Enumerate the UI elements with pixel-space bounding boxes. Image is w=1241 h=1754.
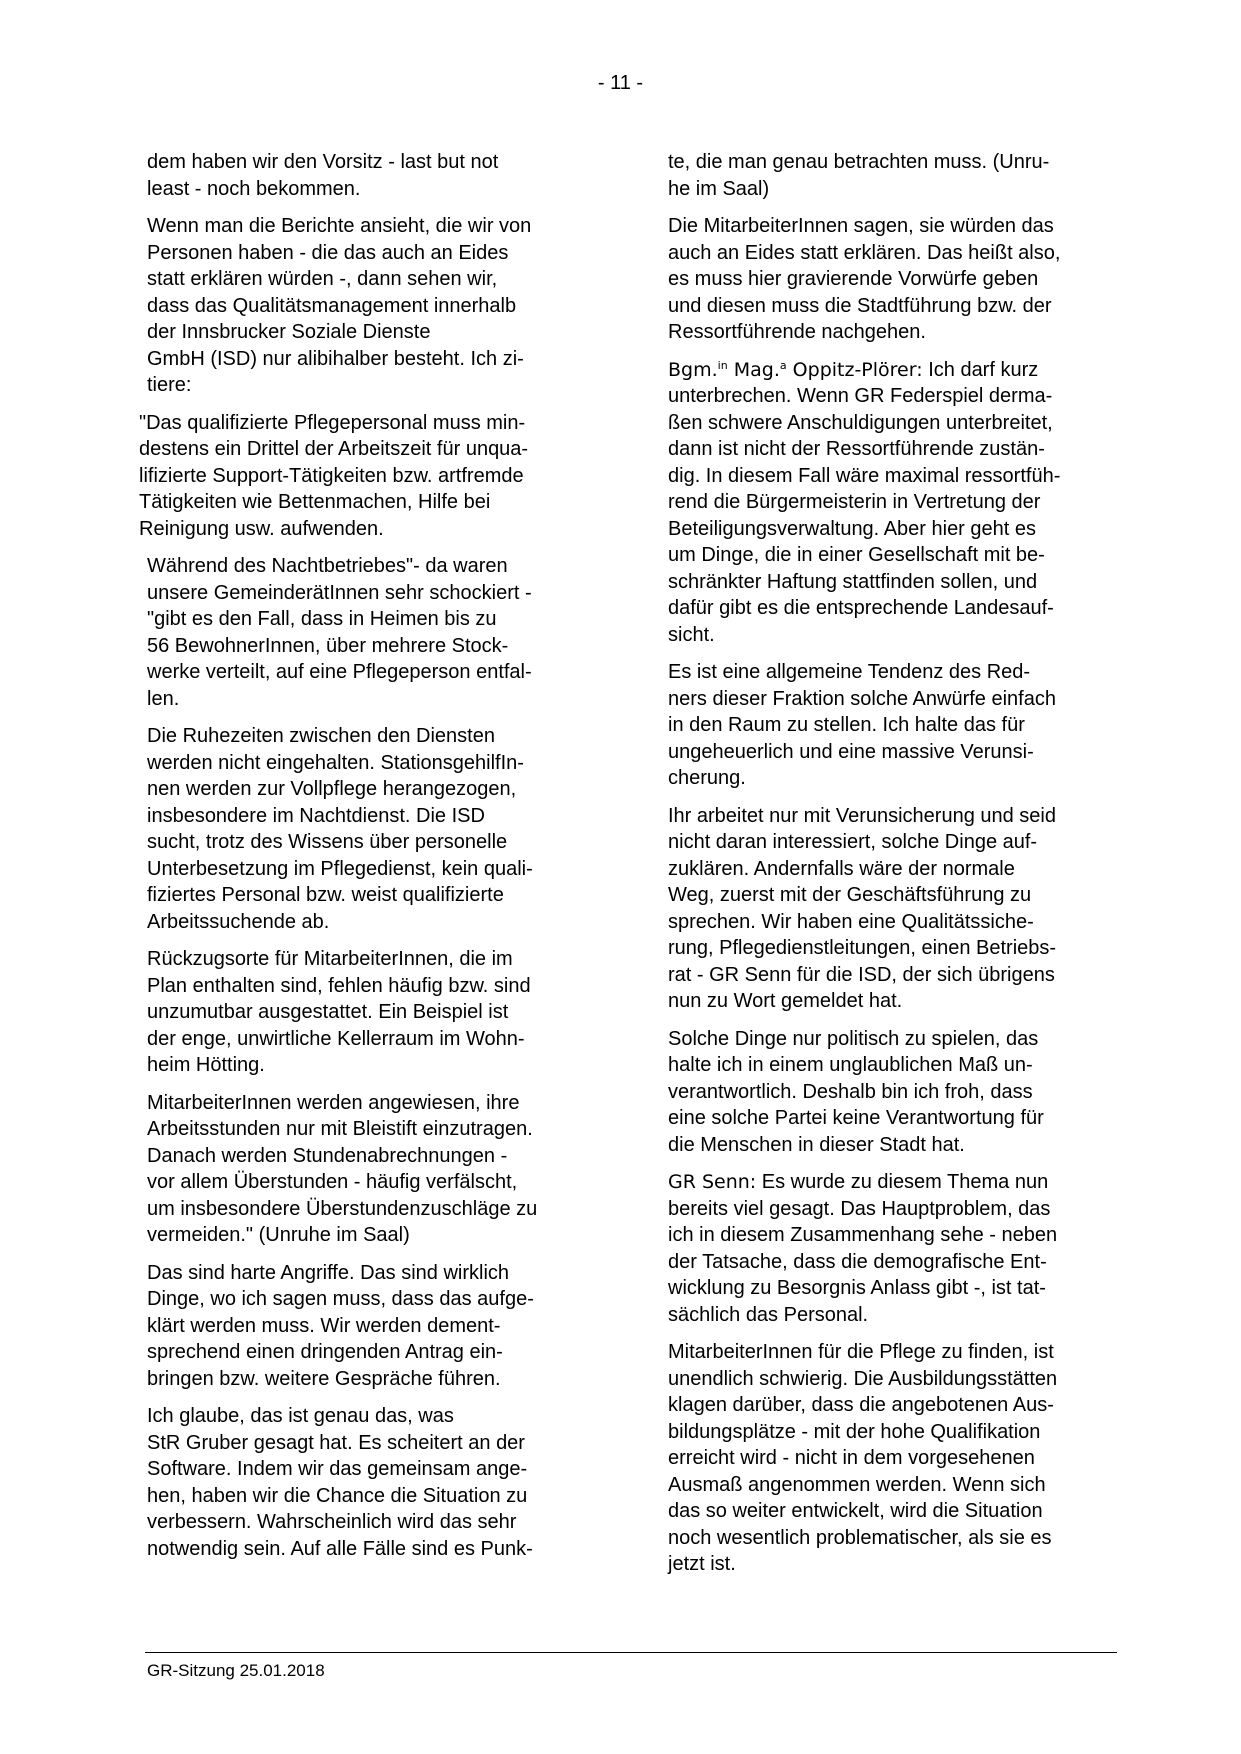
text-line: Es ist eine allgemeine Tendenz des Red- [668, 661, 1031, 683]
text-line: te, die man genau betrachten muss. (Unru- [668, 151, 1050, 173]
text-line: sucht, trotz des Wissens über personelle [147, 831, 508, 853]
text-line: Die Ruhezeiten zwischen den Diensten [147, 725, 495, 747]
speaker-paragraph-mayor [668, 357, 1118, 649]
paragraph [147, 1403, 597, 1562]
text-line: dig. In diesem Fall wäre maximal ressortfüh- [668, 464, 1061, 487]
text-line: zuklären. Andernfalls wäre der normale [668, 857, 1015, 880]
paragraph [668, 659, 1118, 792]
right-column [668, 149, 1118, 1589]
text-line: sprechend einen dringenden Antrag ein- [147, 1341, 503, 1363]
text-line: schränkter Haftung stattfinden sollen, und [668, 570, 1038, 593]
text-line: Ausmaß angenommen werden. Wenn sich [668, 1473, 1046, 1496]
text-line: vermeiden." (Unruhe im Saal) [147, 1224, 410, 1246]
paragraph [147, 946, 597, 1079]
paragraph [147, 1260, 597, 1393]
text-line: halte ich in einem unglaublichen Maß un- [668, 1054, 1033, 1076]
text-line: lifizierte Support-Tätigkeiten bzw. artfremde [139, 464, 524, 487]
text-line: Ich glaube, das ist genau das, was [147, 1405, 454, 1427]
text-line: rung, Pflegedienstleitungen, einen Betriebs- [668, 937, 1057, 959]
text-line: Dinge, wo ich sagen muss, dass das aufge- [147, 1288, 534, 1310]
text-line: cherung. [668, 767, 746, 789]
text-line: Danach werden Stundenabrechnungen - [147, 1144, 508, 1167]
text-line: ungeheuerlich und eine massive Verunsi- [668, 740, 1034, 763]
text-line: Ressortführende nachgehen. [668, 321, 926, 343]
text-line: jetzt ist. [668, 1553, 736, 1575]
text-line: der Tatsache, dass die demografische Ent- [668, 1250, 1047, 1273]
text-line: "gibt es den Fall, dass in Heimen bis zu [147, 608, 497, 630]
page-number: - 11 - [597, 72, 644, 94]
text-line: least - noch bekommen. [147, 177, 361, 200]
footer-session-date: GR-Sitzung 25.01.2018 [147, 1661, 325, 1680]
text-line: Tätigkeiten wie Bettenmachen, Hilfe bei [139, 491, 491, 513]
text-line: unzumutbar ausgestattet. Ein Beispiel ist [147, 1001, 509, 1023]
text-line: werden nicht eingehalten. StationsgehilfIn- [147, 751, 524, 774]
text-line: sicht. [668, 623, 715, 646]
text-line: verbessern. Wahrscheinlich wird das sehr [147, 1511, 517, 1533]
text-line: Weg, zuerst mit der Geschäftsführung zu [668, 884, 1032, 906]
text-line: Ihr arbeitet nur mit Verunsicherung und seid [668, 804, 1056, 827]
paragraph [668, 1026, 1118, 1159]
paragraph [668, 213, 1118, 346]
speech-text [668, 1171, 1057, 1326]
text-line: sprechen. Wir haben eine Qualitätssiche- [668, 910, 1034, 933]
text-line: bereits viel gesagt. Das Hauptproblem, das [668, 1197, 1051, 1220]
text-line: um insbesondere Überstundenzuschläge zu [147, 1197, 538, 1220]
speaker-label-senn: GR Senn: [668, 1171, 757, 1193]
text-line: tiere: [147, 374, 192, 396]
text-line: dem haben wir den Vorsitz - last but not [147, 151, 499, 173]
text-line: ich in diesem Zusammenhang sehe - neben [668, 1224, 1058, 1246]
text-line: Die MitarbeiterInnen sagen, sie würden das [668, 215, 1054, 237]
paragraph [147, 723, 597, 935]
text-line: verantwortlich. Deshalb bin ich froh, dass [668, 1080, 1033, 1103]
text-line: werke verteilt, auf eine Pflegeperson entfal- [147, 661, 532, 683]
text-line: Reinigung usw. aufwenden. [139, 517, 384, 540]
text-line: Ich darf kurz [928, 358, 1039, 381]
text-line: Das sind harte Angriffe. Das sind wirklich [147, 1261, 510, 1284]
text-line: insbesondere im Nachtdienst. Die ISD [147, 804, 485, 827]
text-line: unterbrechen. Wenn GR Federspiel derma- [668, 385, 1053, 407]
text-line: die Menschen in dieser Stadt hat. [668, 1133, 965, 1156]
paragraph [147, 213, 597, 399]
text-line: fiziertes Personal bzw. weist qualifizierte [147, 884, 504, 906]
quote-paragraph [139, 410, 597, 543]
text-line: Arbeitsstunden nur mit Bleistift einzutragen. [147, 1118, 533, 1140]
text-line: noch wesentlich problematischer, als sie es [668, 1526, 1052, 1549]
text-line: len. [147, 687, 180, 710]
text-line: ners dieser Fraktion solche Anwürfe einfach [668, 687, 1056, 710]
text-line: klagen darüber, dass die angebotenen Aus- [668, 1394, 1054, 1416]
text-line: Während des Nachtbetriebes"- da waren [147, 555, 508, 577]
text-line: nun zu Wort gemeldet hat. [668, 990, 903, 1012]
left-column [139, 149, 597, 1573]
text-line: dann ist nicht der Ressortführende zustän- [668, 438, 1045, 460]
text-line: dass das Qualitätsmanagement innerhalb [147, 294, 517, 317]
text-line: destens ein Drittel der Arbeitszeit für unqua- [139, 438, 529, 460]
speaker-paragraph-senn [668, 1169, 1118, 1328]
text-line: statt erklären würden -, dann sehen wir, [147, 268, 498, 290]
text-line: der Innsbrucker Soziale Dienste [147, 321, 431, 343]
text-line: Software. Indem wir das gemeinsam ange- [147, 1458, 528, 1480]
text-line: bringen bzw. weitere Gespräche führen. [147, 1367, 501, 1390]
paragraph [668, 1339, 1118, 1578]
text-line: um Dinge, die in einer Gesellschaft mit be- [668, 544, 1045, 566]
text-line: hen, haben wir die Chance die Situation zu [147, 1484, 528, 1507]
text-line: wicklung zu Besorgnis Anlass gibt -, ist tat- [668, 1277, 1046, 1299]
text-line: unendlich schwierig. Die Ausbildungsstätten [668, 1367, 1058, 1390]
speech-text [668, 359, 1060, 646]
paragraph [147, 553, 597, 712]
text-line: Rückzugsorte für MitarbeiterInnen, die im [147, 948, 513, 970]
speaker-label-mayor: Bgm.$^{in}$ Mag.$^a$ Oppitz-Plörer: [668, 358, 923, 381]
text-line: Personen haben - die das auch an Eides [147, 241, 509, 264]
text-line: vor allem Überstunden - häufig verfälscht, [147, 1171, 518, 1193]
text-line: nen werden zur Vollpflege herangezogen, [147, 778, 517, 800]
footer-divider [145, 1652, 1117, 1653]
text-line: MitarbeiterInnen werden angewiesen, ihre [147, 1091, 520, 1114]
text-line: es muss hier gravierende Vorwürfe geben [668, 268, 1039, 290]
text-line: Plan enthalten sind, fehlen häufig bzw. sind [147, 974, 531, 997]
text-line: "Das qualifizierte Pflegepersonal muss min- [139, 411, 526, 434]
text-line: rend die Bürgermeisterin in Vertretung der [668, 491, 1041, 513]
text-line: he im Saal) [668, 177, 770, 200]
text-line: in den Raum zu stellen. Ich halte das für [668, 714, 1025, 736]
text-line: unsere GemeinderätInnen sehr schockiert - [147, 581, 532, 604]
text-line: ßen schwere Anschuldigungen unterbreitet, [668, 411, 1053, 434]
text-line: der enge, unwirtliche Kellerraum im Wohn- [147, 1027, 525, 1050]
text-line: Beteiligungsverwaltung. Aber hier geht es [668, 517, 1037, 540]
text-line: Es wurde zu diesem Thema nun [761, 1171, 1049, 1193]
text-line: notwendig sein. Auf alle Fälle sind es Punk- [147, 1537, 533, 1560]
text-line: MitarbeiterInnen für die Pflege zu finden, ist [668, 1341, 1054, 1363]
text-line: Arbeitssuchende ab. [147, 910, 330, 933]
paragraph [668, 803, 1118, 1015]
paragraph [147, 1090, 597, 1249]
text-line: das so weiter entwickelt, wird die Situation [668, 1500, 1043, 1522]
text-line: Unterbesetzung im Pflegedienst, kein quali- [147, 857, 533, 880]
text-line: StR Gruber gesagt hat. Es scheitert an der [147, 1431, 525, 1454]
text-line: heim Hötting. [147, 1054, 265, 1076]
text-line: Wenn man die Berichte ansieht, die wir von [147, 215, 532, 237]
text-line: 56 BewohnerInnen, über mehrere Stock- [147, 634, 509, 657]
text-line: eine solche Partei keine Verantwortung für [668, 1107, 1044, 1129]
text-line: bildungsplätze - mit der hohe Qualifikation [668, 1420, 1041, 1443]
text-line: nicht daran interessiert, solche Dinge auf- [668, 831, 1038, 853]
text-line: klärt werden muss. Wir werden dement- [147, 1314, 501, 1337]
text-line: dafür gibt es die entsprechende Landesauf- [668, 597, 1054, 619]
text-line: erreicht wird - nicht in dem vorgesehenen [668, 1447, 1035, 1469]
paragraph [147, 149, 597, 202]
text-line: und diesen muss die Stadtführung bzw. der [668, 294, 1052, 317]
text-line: auch an Eides statt erklären. Das heißt also, [668, 241, 1061, 264]
text-line: Solche Dinge nur politisch zu spielen, das [668, 1027, 1039, 1050]
paragraph [668, 149, 1118, 202]
text-line: GmbH (ISD) nur alibihalber besteht. Ich zi- [147, 347, 524, 370]
text-line: sächlich das Personal. [668, 1303, 869, 1326]
text-line: rat - GR Senn für die ISD, der sich übrigens [668, 963, 1055, 986]
